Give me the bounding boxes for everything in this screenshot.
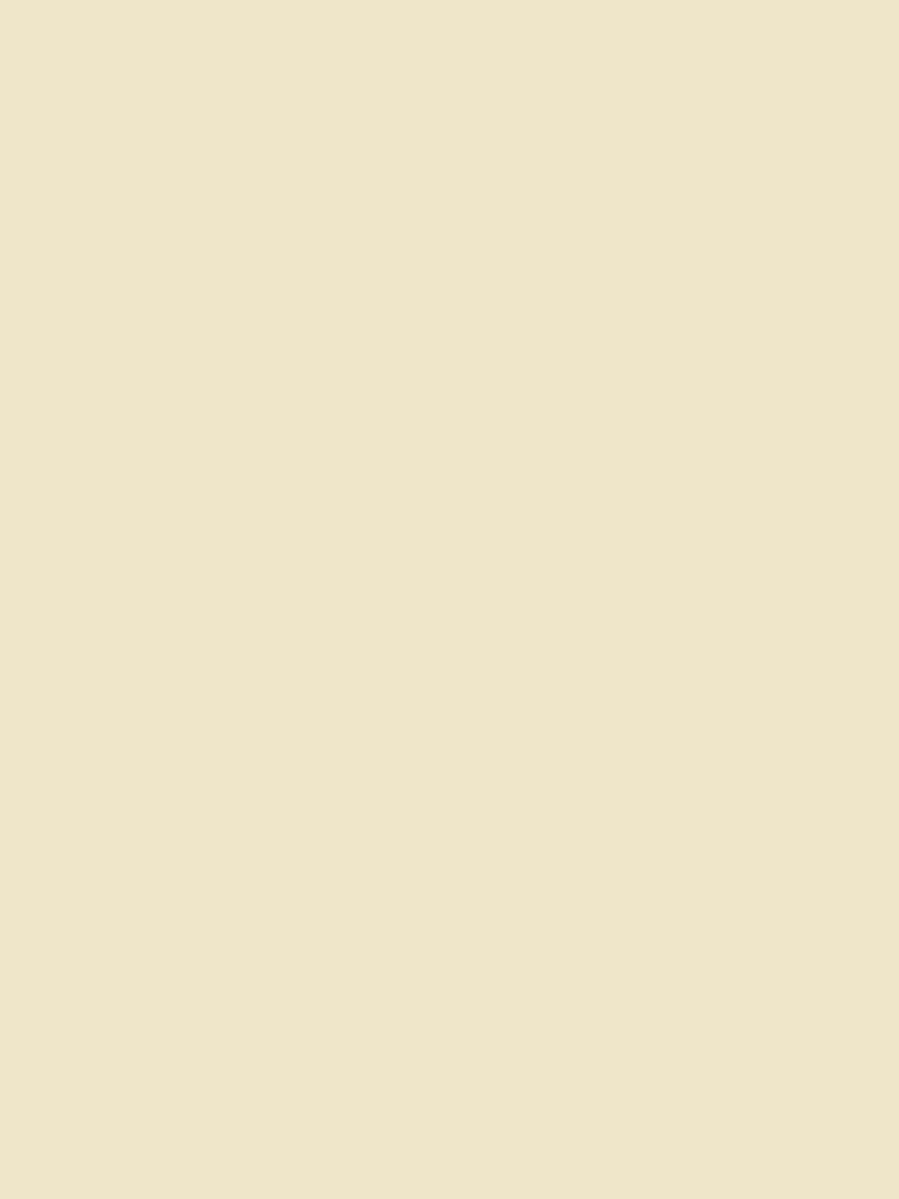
header-no — [62, 110, 86, 220]
